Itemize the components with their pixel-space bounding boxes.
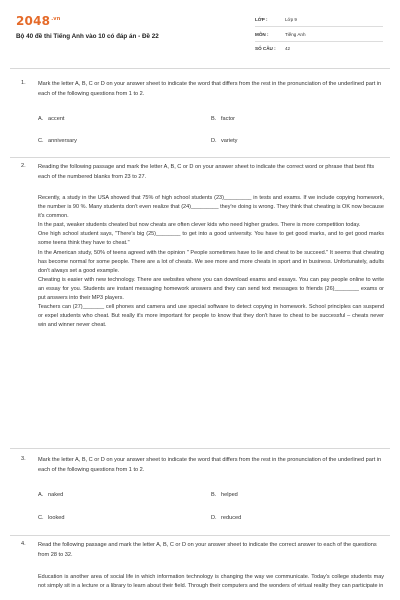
option-a[interactable] [38,492,63,498]
meta-divider [255,41,383,42]
passage-paragraph: Education is another area of social life in which information technology is changing the way we communicate. Today's college students may not simply sit in a lecture or a library to learn about their field. Through their computers and the wonders of virtual reality they can participate in [38,574,384,590]
meta-subject-key: MÔN : [255,32,269,37]
option-letter: B. [211,492,217,498]
logo-text: 2048 [16,14,51,28]
section-divider [10,68,390,69]
passage-paragraph: Recently, a study in the USA showed that 75% of high school students (23)_________ in tests and exams. If we include copying homework, the number is 90 %. Many students don't even realize that (24)_________ they're doing is wrong. They think that cheating is OK now because it's common. [38,195,384,220]
option-text: anniversary [48,138,77,144]
question-number: 3. [21,456,26,462]
meta-subject-value: Tiếng Anh [285,32,306,37]
section-divider [10,157,390,158]
passage-paragraph: Cheating is easier with new technology. There are websites where you can download exams and essays. You can pay people online to write an essay for you. Students are instant messaging homework answers and they can send text messages to friends (26)________ exams or put answers into their MP3 players. [38,276,384,302]
passage-paragraph: Teachers can (27)_______ cell phones and camera and use special software to detect copying in homework. School principles can suspend or expel students who cheat. But really it's more important for people to know that they don't have to cheat to be successful – cheats never win and winner never cheat. [38,304,384,329]
section-divider [10,535,390,536]
option-a[interactable] [38,116,64,122]
question-text: Read the following passage and mark the letter A, B, C or D on your answer sheet to indicate the correct answer to each of the questions from 28 to 32. [38,542,377,558]
option-d[interactable] [211,515,241,521]
option-b[interactable] [211,492,238,498]
document-title: Bộ 40 đề thi Tiếng Anh vào 10 có đáp án - Đề 22 [16,33,159,40]
question-number: 2. [21,163,26,169]
option-letter: A. [38,492,44,498]
option-text: reduced [221,515,242,521]
option-text: factor [221,116,235,122]
option-text: helped [221,492,238,498]
meta-count-key: SỐ CÂU : [255,46,276,51]
reading-passage [38,573,384,591]
option-letter: D. [211,515,217,521]
logo-suffix: .vn [51,16,61,22]
question-text: Mark the letter A, B, C or D on your answer sheet to indicate the word that differs from the rest in the pronunciation of the underlined part in each of the following questions from 1 to 2. [38,81,382,97]
option-letter: A. [38,116,44,122]
option-letter: B. [211,116,217,122]
meta-class-key: LỚP : [255,17,268,22]
question-text: Reading the following passage and mark the letter A, B, C or D on your answer sheet to indicate the correct word or phrase that best fits each of the numbered blanks from 23 to 27. [38,164,375,180]
passage-paragraph: In the American study, 50% of teens agreed with the opinion " People sometimes have to lie and cheat to be succeed." It seems that cheating has become normal for some people. There are a lot of cheats. We see more and more cheats in sport and in business. Unfortunately, adults don't always set a good example. [38,249,384,274]
option-letter: C. [38,515,44,521]
passage-paragraph: One high school student says, "There's big (25)________ to get into a good university. You have to get good marks, and to get good marks some teens think they have to cheat." [38,231,384,247]
option-text: naked [48,492,64,498]
option-c[interactable] [38,138,77,144]
option-b[interactable] [211,116,235,122]
meta-class-value: Lớp 9 [285,17,297,22]
option-text: variety [221,138,238,144]
question-number: 1. [21,80,26,86]
option-text: looked [48,515,65,521]
option-letter: D. [211,138,217,144]
meta-count-value: 42 [285,46,291,51]
question-number: 4. [21,541,26,547]
option-d[interactable] [211,138,237,144]
reading-passage [38,194,384,330]
section-divider [10,448,390,449]
page-header [0,0,400,60]
option-c[interactable] [38,515,64,521]
meta-divider [255,26,383,27]
passage-paragraph: In the past, weaker students cheated but now cheats are often clever kids who need higher grades. There is more competition today. [38,222,361,229]
option-text: accent [48,116,65,122]
option-letter: C. [38,138,44,144]
site-logo[interactable] [16,14,61,28]
question-text: Mark the letter A, B, C or D on your answer sheet to indicate the word that differs from the rest in the pronunciation of the underlined part in each of the following questions from 1 to 2. [38,457,382,473]
